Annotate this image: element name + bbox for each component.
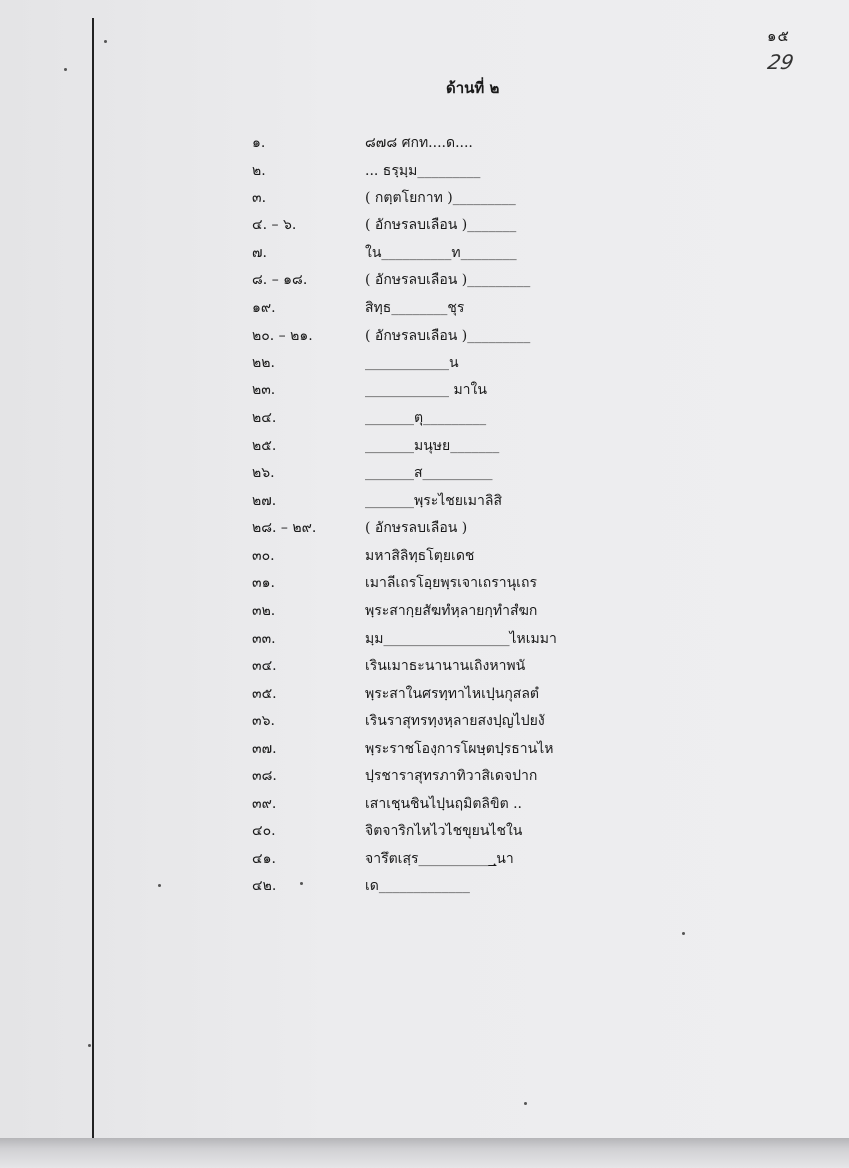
line-number: ๒๖. <box>252 465 275 481</box>
line-number: ๓๙. <box>252 796 277 812</box>
scan-speck <box>524 1102 527 1105</box>
line-text: _______ตุ_________ <box>365 410 487 426</box>
line-number: ๓. <box>252 190 267 206</box>
page-number-printed: ๑๕ <box>767 27 790 45</box>
line-text: สิทฺธ________ชุร <box>365 300 465 316</box>
line-number: ๒๐. – ๒๑. <box>252 328 313 344</box>
scan-bottom-edge <box>0 1138 849 1168</box>
line-text: ปฺรชาราสุทรภาทิวาสิเดจปาก <box>365 768 538 784</box>
scan-speck <box>300 882 303 885</box>
line-text: _______ส__________ <box>365 465 493 481</box>
line-number: ๓๑. <box>252 575 275 591</box>
line-number: ๒๘. – ๒๙. <box>252 520 317 536</box>
line-number: ๔. – ๖. <box>252 217 297 233</box>
line-number: ๒๗. <box>252 493 277 509</box>
line-text: มหาสิลิทฺธโตฺยเดช <box>365 548 475 564</box>
line-number: ๓๓. <box>252 631 276 647</box>
scan-speck <box>682 932 685 935</box>
line-number: ๓๖. <box>252 713 275 729</box>
line-text: พฺระสากฺยสัฆทํหฺลายกฺทําสํฆก <box>365 603 538 619</box>
binding-margin-line <box>92 18 94 1138</box>
line-number: ๘. – ๑๘. <box>252 272 308 288</box>
line-text: ( อักษรลบเลือน )_______ <box>365 217 517 233</box>
line-number: ๓๕. <box>252 686 277 702</box>
line-text: ( อักษรลบเลือน )_________ <box>365 272 531 288</box>
line-text: เมาลีเถรโอฺยพฺรเจาเถรานุเถร <box>365 575 537 591</box>
line-number: ๔๐. <box>252 823 276 839</box>
line-number: ๑. <box>252 135 266 151</box>
line-number: ๓๔. <box>252 658 277 674</box>
line-number: ๓๐. <box>252 548 275 564</box>
line-number: ๓๘. <box>252 768 277 784</box>
line-text: _______พฺระไชยเมาลิสิ <box>365 493 503 509</box>
line-text: มฺม__________________ไหเมมา <box>365 631 557 647</box>
line-number: ๒๒. <box>252 355 275 371</box>
line-text: ใน__________ท________ <box>365 245 517 261</box>
line-text: ( กตฺตโยกาท )_________ <box>365 190 516 206</box>
line-number: ๔๑. <box>252 851 276 867</box>
line-text: เด_____________ <box>365 878 470 894</box>
line-number: ๓๗. <box>252 741 277 757</box>
line-text: ( อักษรลบเลือน )_________ <box>365 328 531 344</box>
line-text: ____________น <box>365 355 459 371</box>
scan-speck <box>88 1044 91 1047</box>
line-number: ๑๙. <box>252 300 276 316</box>
line-number: ๒๕. <box>252 438 277 454</box>
line-text: ... ธรฺมฺม_________ <box>365 163 481 179</box>
scan-speck <box>64 68 67 71</box>
line-text: พฺระสาในศรทฺทาไหเปฺนกุสลตํ <box>365 686 540 702</box>
page-title: ด้านที่ ๒ <box>446 79 500 97</box>
line-text: เรินเมาธะนานานเถิงหาพนั <box>365 658 526 674</box>
line-text: เรินราสุทรทฺงหฺลายสงปฺญไปยงั <box>365 713 545 729</box>
scan-speck <box>104 40 107 43</box>
page-number-handwritten: 29 <box>765 50 796 74</box>
line-number: ๓๒. <box>252 603 276 619</box>
line-number: ๗. <box>252 245 267 261</box>
line-text: _______มนุษย_______ <box>365 438 500 454</box>
line-text: จิตจาริกไหไวไชขุยนไชใน <box>365 823 523 839</box>
scan-speck <box>158 884 161 887</box>
line-text: ( อักษรลบเลือน ) <box>365 520 468 536</box>
line-text: ๘๗๘ ศกท....ด.... <box>365 135 473 151</box>
line-number: ๔๒. <box>252 878 277 894</box>
line-text: จารึตเสฺร___________ฺนา <box>365 851 514 867</box>
line-number: ๒๔. <box>252 410 277 426</box>
line-number: ๒. <box>252 163 266 179</box>
line-text: เสาเชฺนชินไปฺนฤมิตลิขิต .. <box>365 796 523 812</box>
line-text: พฺระราชโองฺการโผษฺตปฺรธานไห <box>365 741 554 757</box>
line-text: ____________ มาใน <box>365 382 487 398</box>
line-number: ๒๓. <box>252 382 276 398</box>
